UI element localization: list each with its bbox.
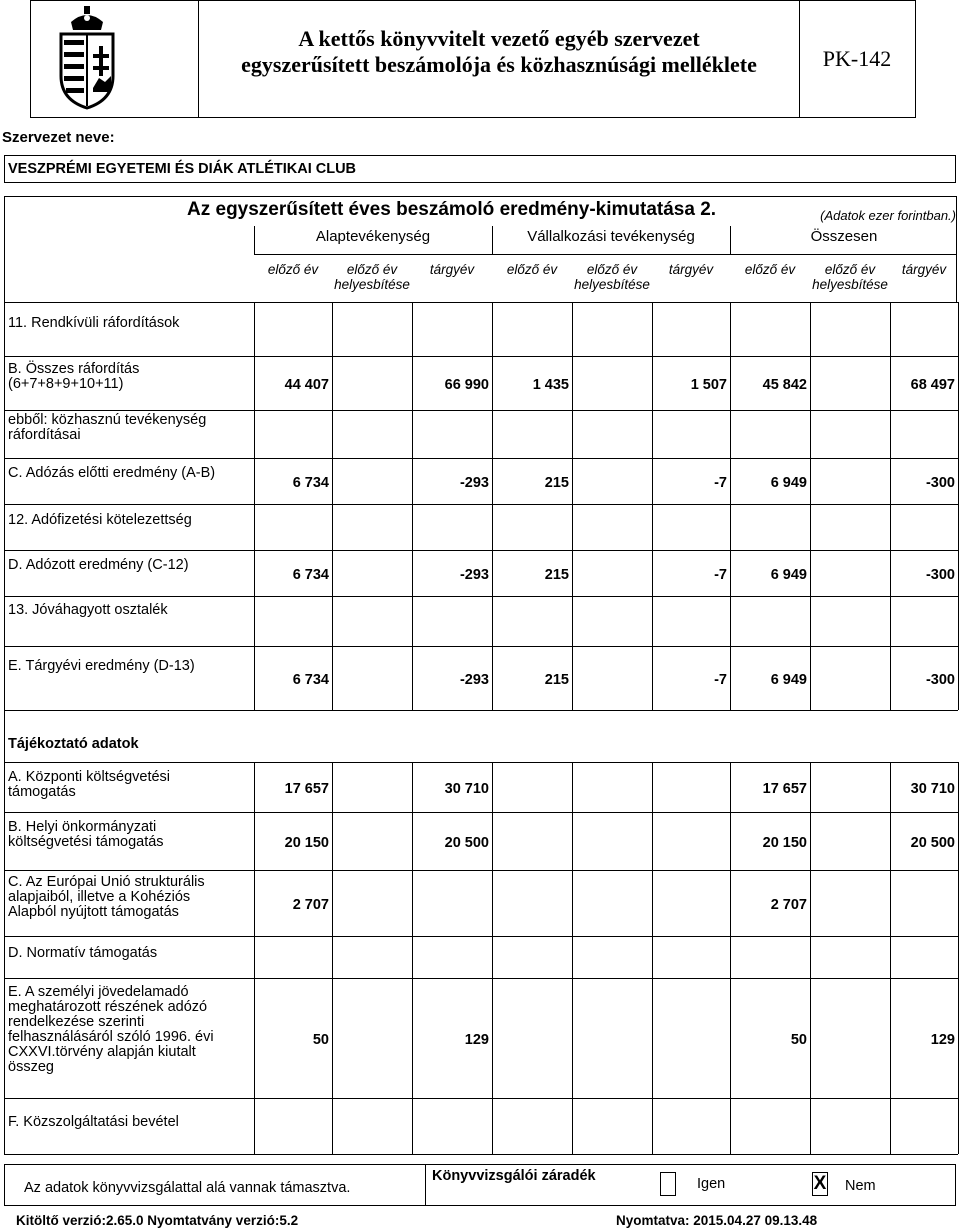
column-header-6: tárgyév: [668, 262, 714, 277]
table-row-value: 6 734: [292, 672, 329, 688]
audit-no-label: Nem: [845, 1178, 876, 1194]
table-row-value: 68 497: [910, 377, 955, 393]
table-row-value: -293: [459, 475, 489, 491]
table-row-value: 66 990: [444, 377, 489, 393]
group-header-total: Összesen: [810, 228, 878, 245]
info-row-value: 2 707: [770, 897, 807, 913]
info-row-label: D. Normatív támogatás: [8, 945, 158, 961]
table-row-label: C. Adózás előtti eredmény (A-B): [8, 465, 216, 481]
info-row-value: 20 500: [444, 835, 489, 851]
table-row-value: 1 507: [690, 377, 727, 393]
info-row-value: 50: [790, 1032, 807, 1048]
table-row-value: -293: [459, 672, 489, 688]
table-row-label: ebből: közhasznú tevékenység ráfordításai: [8, 412, 207, 443]
table-row-value: 215: [544, 475, 569, 491]
table-row-value: 6 949: [770, 672, 807, 688]
column-header-5: előző év helyesbítése: [574, 262, 650, 292]
page-title-line1: A kettős könyvvitelt vezető egyéb szervezet: [298, 26, 700, 51]
table-row-value: 6 734: [292, 475, 329, 491]
audit-title: Könyvvizsgálói záradék: [432, 1168, 596, 1184]
table-row-value: 6 734: [292, 567, 329, 583]
info-row-label: C. Az Európai Unió strukturális alapjaiból, illetve a Kohéziós Alapból nyújtott támogatás: [8, 874, 205, 920]
table-row-value: 6 949: [770, 475, 807, 491]
column-header-1: előző év: [267, 262, 319, 277]
info-row-value: 50: [312, 1032, 329, 1048]
info-row-value: 129: [930, 1032, 955, 1048]
table-row-label: E. Tárgyévi eredmény (D-13): [8, 658, 195, 674]
group-header-business: Vállalkozási tevékenység: [527, 228, 695, 245]
info-row-value: 20 500: [910, 835, 955, 851]
unit-note: (Adatok ezer forintban.): [820, 208, 956, 223]
info-row-label: B. Helyi önkormányzati költségvetési támogatás: [8, 819, 164, 850]
table-row-value: -7: [714, 567, 727, 583]
info-row-label: F. Közszolgáltatási bevétel: [8, 1114, 179, 1130]
column-header-4: előző év: [506, 262, 558, 277]
info-row-label: A. Központi költségvetési támogatás: [8, 769, 171, 800]
table-row-value: -7: [714, 672, 727, 688]
audit-yes-checkbox[interactable]: [660, 1172, 676, 1196]
table-row-label: 13. Jóváhagyott osztalék: [8, 602, 168, 618]
info-row-value: 17 657: [762, 781, 807, 797]
column-header-8: előző év helyesbítése: [812, 262, 888, 292]
info-row-value: 30 710: [910, 781, 955, 797]
info-row-value: 20 150: [762, 835, 807, 851]
audit-no-checkbox[interactable]: [812, 1172, 828, 1196]
table-row-label: D. Adózott eredmény (C-12): [8, 557, 189, 573]
column-header-7: előző év: [744, 262, 796, 277]
table-row-value: -7: [714, 475, 727, 491]
info-row-value: 129: [464, 1032, 489, 1048]
column-header-3: tárgyév: [429, 262, 475, 277]
form-code: PK-142: [822, 46, 892, 71]
footer-print-date: Nyomtatva: 2015.04.27 09.13.48: [616, 1213, 818, 1228]
table-row-label: 11. Rendkívüli ráfordítások: [8, 315, 180, 331]
group-header-base: Alaptevékenység: [315, 228, 431, 245]
table-row-value: 44 407: [284, 377, 329, 393]
info-row-value: 2 707: [292, 897, 329, 913]
audit-yes-label: Igen: [697, 1176, 726, 1192]
table-row-value: 6 949: [770, 567, 807, 583]
audit-no-check-mark: X: [813, 1173, 827, 1194]
table-row-value: -300: [925, 567, 955, 583]
table-title: Az egyszerűsített éves beszámoló eredmény-kimutatása 2.: [187, 199, 717, 220]
info-row-value: 17 657: [284, 781, 329, 797]
info-row-value: 30 710: [444, 781, 489, 797]
table-row-value: 215: [544, 672, 569, 688]
info-section-title: Tájékoztató adatok: [8, 736, 139, 752]
table-row-value: -300: [925, 475, 955, 491]
info-row-label: E. A személyi jövedelamadó meghatározott részének adózó rendelkezése szerinti felhasználásáról szóló 1996. évi CXXVI.törvény alapján kiutalt összeg: [8, 984, 214, 1075]
table-row-value: 1 435: [532, 377, 569, 393]
table-row-value: 215: [544, 567, 569, 583]
column-header-2: előző év helyesbítése: [334, 262, 410, 292]
org-name: VESZPRÉMI EGYETEMI ÉS DIÁK ATLÉTIKAI CLUB: [8, 161, 357, 177]
page-title-line2: egyszerűsített beszámolója és közhasznúsági melléklete: [241, 52, 757, 77]
column-header-9: tárgyév: [901, 262, 947, 277]
info-row-value: 20 150: [284, 835, 329, 851]
table-row-value: -293: [459, 567, 489, 583]
audit-text: Az adatok könyvvizsgálattal alá vannak támasztva.: [24, 1180, 351, 1196]
table-row-label: B. Összes ráfordítás (6+7+8+9+10+11): [8, 361, 140, 392]
table-row-value: 45 842: [762, 377, 807, 393]
footer-versions: Kitöltő verzió:2.65.0 Nyomtatvány verzió:5.2: [16, 1213, 299, 1228]
org-label: Szervezet neve:: [2, 129, 115, 146]
table-row-label: 12. Adófizetési kötelezettség: [8, 512, 192, 528]
table-row-value: -300: [925, 672, 955, 688]
